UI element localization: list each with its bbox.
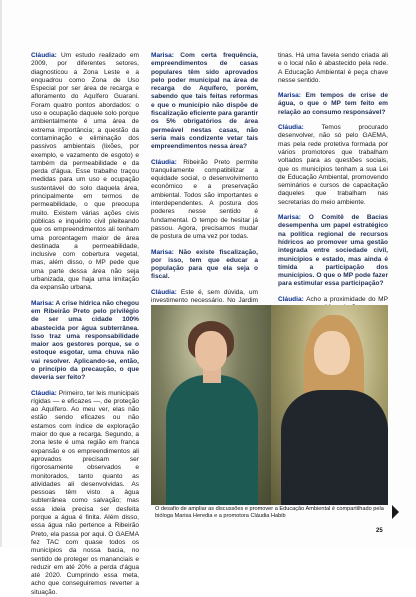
speaker-label: Marisa: <box>278 214 301 222</box>
text-column-3 <box>278 52 388 302</box>
question-text: O Comitê de Bacias desempenha um papel estratégico na política regional de recursos hídricos ao promover uma gestão integrada entre sociedade civil, municípios e estado, mas ainda é tímida a participação dos municípios. O que o MP pode fazer para estimular essa participação? <box>278 214 388 288</box>
answer-continuation <box>278 52 388 85</box>
question-text: A crise hídrica não chegou em Ribeirão Preto pelo privilégio de ser uma cidade 100% abastecida por água subterrânea. Isso traz uma responsabilidade maior aos gestores porque, se o estoque esgotar, uma chuva não vai resolver. Aplicando-se, então, o princípio da precaução, o que deveria ser feito? <box>31 299 139 382</box>
speaker-label: Cláudia: <box>278 295 304 303</box>
paragraph-text: Um estudo realizado em 2009, por diferentes setores, diagnosticou a Zona Leste e a enquadrou como Zona de Uso Especial por ser área de recarga e afloramento do Aquífero Guarani. Foram quatro pontos abordados: o uso e ocupação daquele solo porque ambientalmente é uma área de extrema importância; a questão da contaminação e eliminação dos passivos ambientais (lixões, por exemplo, e vazamento de esgoto) e também da permeabilidade e da perda d'água. Esse trabalho traçou medidas para um uso e ocupação sustentável do solo daquela área, principalmente em termos de permeabilidade, o que preocupa muito. Existem várias ações civis públicas e inquérito civil pleiteando que os empreendimentos ali tenham uma porcentagem maior de área destinada a permeabilidade, inclusive com cobertura vegetal, mas, além disso, o MP pede que uma parte dessa área não seja urbanizada, que haja uma limitação da expansão urbana. <box>31 52 139 292</box>
speaker-label: Marisa: <box>278 92 301 100</box>
answer-paragraph <box>278 124 388 207</box>
paragraph-text: Acho a proximidade do MP <box>306 295 388 303</box>
photo-caption: O desafio de ampliar as discussões e promover a Educação Ambiental é compartilhado pela bióloga Marisa Heredia e a promotora Cláudia Habib <box>155 506 384 519</box>
question-text: Em tempos de crise de água, o que o MP tem feito em relação ao consumo responsável? <box>278 92 388 116</box>
page-corner-marker <box>392 505 399 519</box>
speaker-label: Marisa: <box>151 52 174 59</box>
question-text: Com certa frequência, empreendimentos de casas populares têm sido aprovados pelo poder municipal na área de recarga do Aquífero, porém, sabendo que tais feitas reformas e que o município não dispõe de fiscalização eficiente para garantir os 5% obrigatórios de área permeável nestas casas, não seria mais condizente vetar tais empreendimentos nessa área? <box>151 52 258 151</box>
question-text: Não existe fiscalização, por isso, tem que educar a população para que ela seja o fiscal. <box>151 248 258 281</box>
text-column-2 <box>151 52 258 305</box>
text-column-1 <box>31 52 139 597</box>
answer-paragraph <box>151 159 258 242</box>
speaker-label: Marisa: <box>151 248 174 256</box>
page-edge <box>0 0 2 547</box>
person-left-face <box>195 331 227 371</box>
question-paragraph <box>31 300 139 383</box>
question-paragraph <box>151 52 258 152</box>
page-number: 25 <box>376 528 383 534</box>
question-paragraph <box>278 214 388 289</box>
speaker-label: Cláudia: <box>31 52 57 59</box>
answer-paragraph <box>31 390 139 597</box>
paragraph-text: Primeiro, ter leis municipais rígidas — e eficazes —, de proteção ao Aquífero. Ao meu ver, elas não estão sendo eficazes ou não estamos com índice de exploração maior do que a recarga. Segundo, a zona leste é uma região em franca expansão e os empreendimentos ali aprovados precisam ser rigorosamente observados e monitorados, tanto quanto as atividades ali desenvolvidas. As pessoas têm visto a água subterrânea como salvação; mas essa ideia precisa ser desfeita porque a água é finita. Além disso, essa água não pertence a Ribeirão Preto, ela passa por aqui. O GAEMA fez TAC com quase todos os municípios da nossa bacia, no sentido de proteger os mananciais e reduzir em até 20% a perda d'água até 2020. Cumprindo essa meta, acho que conseguiremos reverter a situação. <box>31 389 139 596</box>
person-left-body <box>166 375 258 505</box>
speaker-label: Marisa: <box>31 299 54 307</box>
interview-photo <box>151 305 388 505</box>
person-right-body <box>281 390 388 505</box>
answer-paragraph <box>31 52 139 293</box>
question-paragraph <box>278 92 388 117</box>
paragraph-text: Ribeirão Preto permite tranquilamente compatibilizar a equidade social, o desenvolvimento econômico e a preservação ambiental. Todos são importantes e interdependentes. A postura dos poderes nesse sentido é fundamental. O tempo de hesitar já passou. Agora, precisamos mudar de postura de uma vez por todas. <box>151 158 258 241</box>
question-paragraph <box>151 249 258 282</box>
paragraph-text: tinas. Há uma favela sendo criada ali e o local não é abastecido pela rede. A Educação Ambiental é peça chave nesse sentido. <box>278 52 388 84</box>
speaker-label: Cláudia: <box>151 288 177 296</box>
speaker-label: Cláudia: <box>278 124 304 132</box>
speaker-label: Cláudia: <box>31 389 57 397</box>
person-right-face <box>314 331 350 375</box>
paragraph-text: Temos procurado desenvolver, não só pelo GAEMA, mas pela rede protetiva formada por vários promotores que trabalham voltados para as questões sociais, que os municípios tenham a sua Lei de Educação Ambiental, promovendo seminários e cursos de capacitação daqueles que trabalham nas secretarias do meio ambiente. <box>278 124 388 206</box>
speaker-label: Cláudia: <box>151 158 177 166</box>
paragraph-text: Este é, sem dúvida, um investimento necessário. No Jardim <box>151 288 258 305</box>
